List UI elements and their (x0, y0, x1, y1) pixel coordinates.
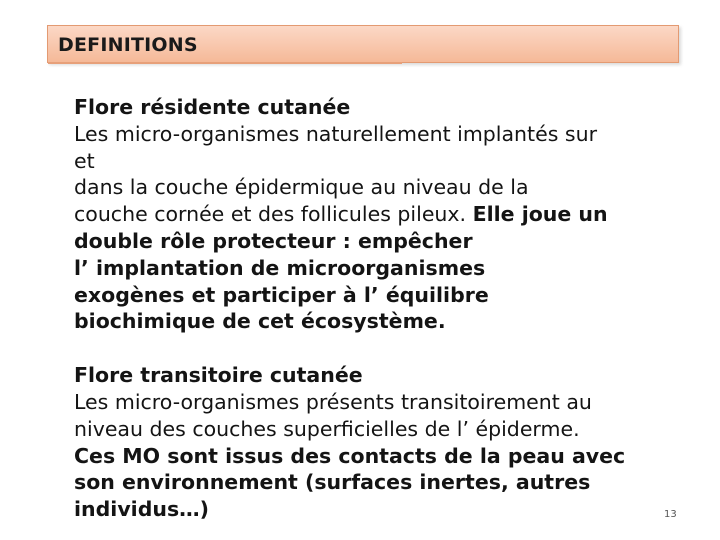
text-run: Les micro-organismes naturellement implantés sur (74, 121, 598, 146)
body-line (74, 282, 674, 309)
body-line (74, 228, 674, 255)
body-line (74, 389, 674, 416)
text-run-bold: son environnement (surfaces inertes, autres (74, 470, 591, 495)
text-run-bold: biochimique de cet écosystème. (74, 309, 446, 334)
body-line (74, 308, 674, 335)
text-run-bold: Elle joue un (472, 202, 608, 227)
section-heading-resident: Flore résidente cutanée (74, 95, 351, 119)
paragraph-gap (74, 335, 674, 362)
body-line (74, 255, 674, 282)
page-number: 13 (664, 509, 677, 520)
text-run-bold: exogènes et participer à l’ équilibre (74, 282, 489, 307)
text-run-bold: Ces MO sont issus des contacts de la peau avec (74, 443, 626, 468)
body-line (74, 174, 674, 201)
title-bar (47, 25, 679, 63)
title-underline (48, 62, 402, 64)
body-line (74, 121, 674, 148)
text-run: couche cornée et des follicules pileux. (74, 202, 473, 227)
text-run: et (74, 148, 95, 173)
body-line (74, 148, 674, 175)
text-run-bold: individus…) (74, 497, 210, 522)
body-line (74, 443, 674, 470)
body-line (74, 416, 674, 443)
text-run: dans la couche épidermique au niveau de la (74, 175, 529, 200)
body-line (74, 496, 674, 523)
text-run: Les micro-organismes présents transitoirement au (74, 389, 592, 414)
slide-title: DEFINITIONS (58, 34, 198, 56)
text-run-bold: l’ implantation de microorganismes (74, 255, 486, 280)
section-heading-transient: Flore transitoire cutanée (74, 363, 363, 388)
slide-body (74, 94, 674, 523)
text-run-bold: double rôle protecteur : empêcher (74, 228, 473, 253)
body-line (74, 469, 674, 496)
body-line (74, 201, 674, 228)
text-run: niveau des couches superficielles de l’ épiderme. (74, 416, 580, 441)
